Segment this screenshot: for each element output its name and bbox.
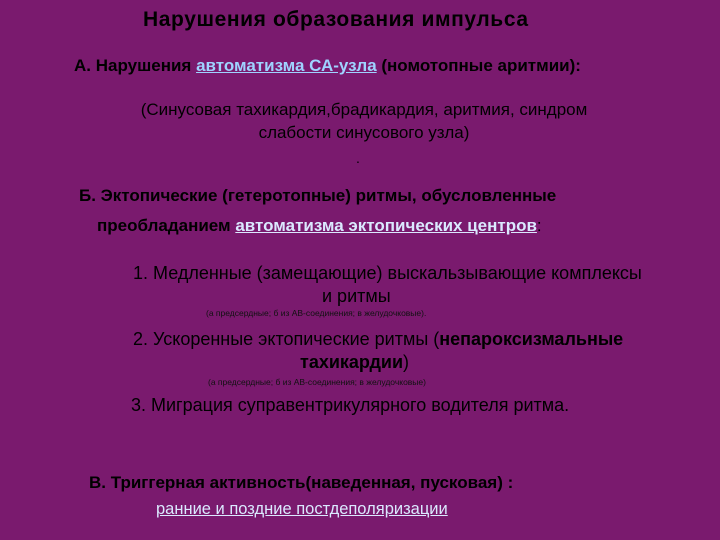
- section-b-heading-line1: Б. Эктопические (гетеротопные) ритмы, обусловленные: [79, 186, 557, 205]
- section-b-prefix: преобладанием: [97, 216, 236, 235]
- section-a-prefix: А. Нарушения: [74, 56, 197, 75]
- section-b-link[interactable]: автоматизма эктопических центров: [235, 216, 537, 235]
- list-item-2-bold: непароксизмальные: [439, 329, 624, 349]
- list-item-3: 3. Миграция суправентрикулярного водителя ритма.: [131, 395, 570, 415]
- section-b-heading-line2: [97, 216, 542, 236]
- section-a-body: [0, 98, 720, 144]
- list-item-1-line2: и ритмы: [322, 286, 391, 306]
- section-a-body-line1: (Синусовая тахикардия,брадикардия, аритмия, синдром: [140, 100, 588, 119]
- list-item-2-bold-2: тахикардии: [300, 352, 404, 372]
- list-item-2-prefix: 2. Ускоренные эктопические ритмы (: [133, 329, 440, 349]
- section-v-heading: В. Триггерная активность(наведенная, пусковая) :: [89, 473, 514, 492]
- section-a-suffix: (номотопные аритмии):: [376, 56, 581, 75]
- section-a-dot: .: [356, 150, 360, 166]
- section-v-link[interactable]: ранние и поздние постдеполяризации: [156, 500, 448, 518]
- section-b-suffix: :: [536, 216, 542, 235]
- list-item-1-note: (а предсердные; б из АВ-соединения; в желудочковые).: [206, 308, 427, 318]
- section-a-heading: [74, 56, 581, 76]
- list-item-2-line2: [300, 350, 409, 374]
- list-item-1-line1: 1. Медленные (замещающие) выскальзывающие комплексы: [133, 263, 642, 283]
- section-a-link[interactable]: автоматизма СА-узла: [196, 56, 377, 75]
- list-item-2-line1: [133, 327, 623, 351]
- list-item-2-suffix: ): [403, 352, 410, 372]
- slide-title: Нарушения образования импульса: [143, 8, 529, 31]
- list-item-2-note: (а предсердные; б из АВ-соединения; в желудочковые): [208, 377, 426, 387]
- section-a-body-line2: слабости синусового узла): [258, 123, 470, 142]
